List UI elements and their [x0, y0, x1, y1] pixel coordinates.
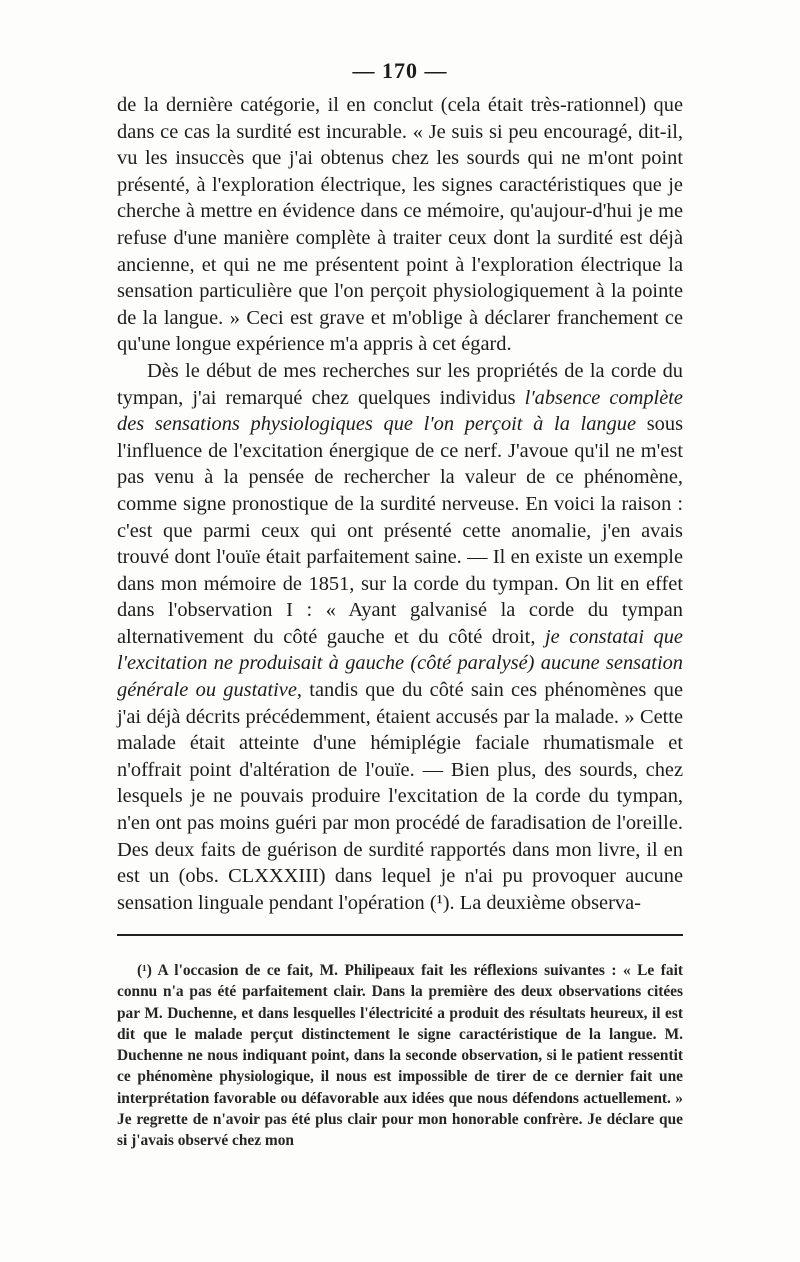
paragraph-2: [117, 358, 683, 916]
footnote: [117, 960, 683, 1152]
paragraph-2-part-c: sous l'influence de l'excitation énergique de ce nerf. J'avoue qu'il ne m'est pas venu à la pensée de rechercher la valeur de ce phénomène, comme signe pronostique de la surdité nerveuse. En voici la raison : c'est que parmi ceux qui ont présenté cette anomalie, j'en avais trouvé dont l'ouïe était parfaitement saine. — Il en existe un exemple dans mon mémoire de 1851, sur la corde du tympan. On lit en effet dans l'observation I : « Ayant galvanisé la corde du tympan alternativement du côté gauche et du côté droit,: [117, 413, 683, 648]
main-text: [117, 92, 683, 916]
footnote-separator: [117, 934, 683, 936]
paragraph-1: de la dernière catégorie, il en conclut (cela était très-rationnel) que dans ce cas la surdité est incurable. « Je suis si peu encouragé, dit-il, vu les insuccès que j'ai obtenus chez les sourds qui ne m'ont point présenté, à l'exploration électrique, les signes caractéristiques que je cherche à mettre en évidence dans ce mémoire, qu'aujour-d'hui je me refuse d'une manière complète à traiter ceux dont la surdité est déjà ancienne, et qui ne me présentent point à l'exploration électrique la sensation particulière que l'on perçoit physiologiquement à la pointe de la langue. » Ceci est grave et m'oblige à déclarer franchement ce qu'une longue expérience m'a appris à cet égard.: [117, 94, 683, 356]
paragraph-2-italic-b: je constatai que l'excitation ne produisait à gauche (côté paralysé) aucune sensation générale ou gustative,: [117, 625, 683, 702]
paragraph-2-italic-a: l'absence complète des sensations physiologiques que l'on perçoit à la langue: [117, 386, 683, 436]
paragraph-2-part-e: tandis que du côté sain ces phénomènes que j'ai déjà décrits précédemment, étaient accusés par la malade. » Cette malade était atteinte d'une hémiplégie faciale rhumatismale et n'offrait point d'altération de l'ouïe. — Bien plus, des sourds, chez lesquels je ne pouvais produire l'excitation de la corde du tympan, n'en ont pas moins guéri par mon procédé de faradisation de l'oreille. Des deux faits de guérison de surdité rapportés dans mon livre, il en est un (obs. CLXXXIII) dans lequel je n'ai pu provoquer aucune sensation linguale pendant l'opération (¹). La deuxième observa-: [117, 679, 684, 914]
paragraph-2-part-a: Dès le début de mes recherches sur les propriétés de la corde du tympan, j'ai remarqué chez quelques individus: [117, 359, 683, 409]
footnote-text: (¹) A l'occasion de ce fait, M. Philipeaux fait les réflexions suivantes : « Le fait connu n'a pas été parfaitement clair. Dans la première des deux observations citées par M. Duchenne, et dans lesquelles l'électricité a produit des résultats heureux, il est dit que le malade perçut distinctement le signe caractéristique de la langue. M. Duchenne ne nous indiquant point, dans la seconde observation, si le patient ressentit ce phénomène physiologique, il nous est impossible de tirer de ce dernier fait une interprétation favorable ou défavorable aux idées que nous défendons actuellement. » Je regrette de n'avoir pas été plus clair pour mon honorable confrère. Je déclare que si j'avais observé chez mon: [117, 962, 683, 1150]
page-number: — 170 —: [352, 58, 448, 83]
